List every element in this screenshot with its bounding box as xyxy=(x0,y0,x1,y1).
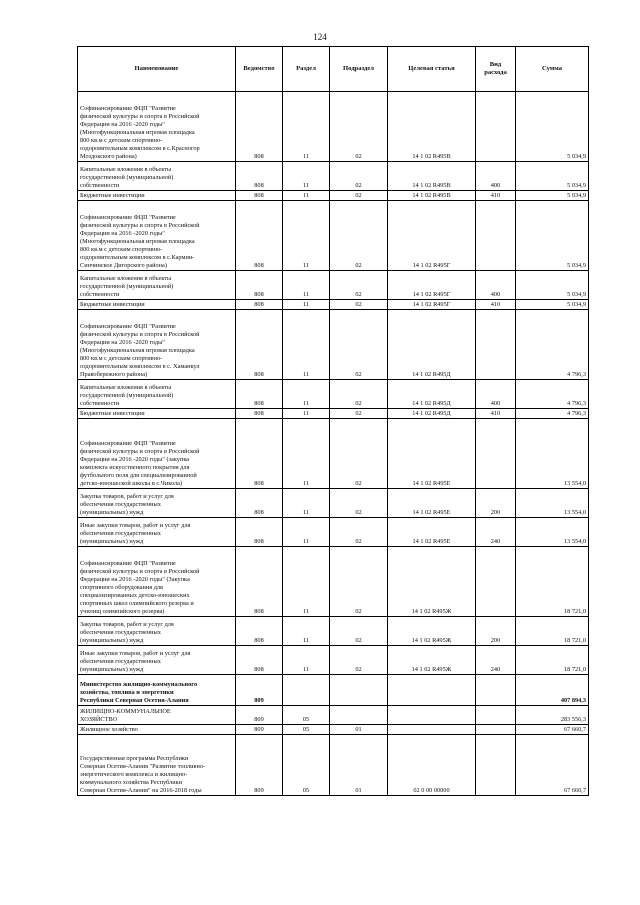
row-dept: 808 xyxy=(236,518,283,547)
row-expense-type: 400 xyxy=(476,162,516,191)
row-subsection: 02 xyxy=(330,92,388,162)
row-subsection: 02 xyxy=(330,300,388,310)
row-section: 11 xyxy=(283,300,330,310)
row-expense-type xyxy=(476,706,516,725)
row-name: Закупка товаров, работ и услуг для обеспечения государственных (муниципальных) нужд xyxy=(78,617,236,646)
row-name: Государственная программа Республики Северная Осетия-Алания "Развитие топливно- энергетического комплекса и жилищно- коммунального хозяйства Республики Северная Осетия-Алания" на 2016-2018 годы xyxy=(78,735,236,796)
row-subsection: 02 xyxy=(330,201,388,271)
table-row xyxy=(78,92,589,162)
row-target: 14 1 02 R495Е xyxy=(388,518,476,547)
row-target: 14 1 02 R495Г xyxy=(388,201,476,271)
row-expense-type: 410 xyxy=(476,191,516,201)
row-dept: 808 xyxy=(236,92,283,162)
row-target: 14 1 02 R495В xyxy=(388,92,476,162)
row-subsection: 02 xyxy=(330,489,388,518)
row-expense-type: 200 xyxy=(476,489,516,518)
row-sum: 5 034,9 xyxy=(516,201,589,271)
row-section: 11 xyxy=(283,617,330,646)
table-row xyxy=(78,271,589,300)
row-name: Софинансирование ФЦП "Развитие физической культуры и спорта в Российской Федерации на 2016 -2020 годы" (Многофункциональная игровая площадка 800 кв.м с детским спортивно- оздоровительным комплексом в с.Кармин- Синчинское Дигорского района) xyxy=(78,201,236,271)
row-expense-type xyxy=(476,310,516,380)
table-row xyxy=(78,489,589,518)
row-subsection: 01 xyxy=(330,725,388,735)
table-row xyxy=(78,310,589,380)
row-subsection xyxy=(330,706,388,725)
row-name: Иные закупки товаров, работ и услуг для обеспечения государственных (муниципальных) нужд xyxy=(78,518,236,547)
row-dept: 808 xyxy=(236,310,283,380)
col-header-expense-type: Вид расхода xyxy=(476,47,516,92)
row-dept: 808 xyxy=(236,300,283,310)
row-sum: 283 556,3 xyxy=(516,706,589,725)
row-sum: 5 034,9 xyxy=(516,191,589,201)
row-target: 14 1 02 R495Д xyxy=(388,409,476,419)
row-section: 11 xyxy=(283,201,330,271)
row-target: 14 1 02 R495Г xyxy=(388,300,476,310)
row-target xyxy=(388,675,476,706)
row-subsection: 02 xyxy=(330,518,388,547)
row-name: Закупка товаров, работ и услуг для обеспечения государственных (муниципальных) нужд xyxy=(78,489,236,518)
row-target: 14 1 02 R495Е xyxy=(388,489,476,518)
row-dept: 809 xyxy=(236,725,283,735)
row-name: Капитальные вложения в объекты государственной (муниципальной) собственности xyxy=(78,162,236,191)
row-sum: 4 796,3 xyxy=(516,409,589,419)
row-target: 14 1 02 R495В xyxy=(388,191,476,201)
row-section: 11 xyxy=(283,191,330,201)
row-section: 11 xyxy=(283,547,330,617)
row-section: 11 xyxy=(283,518,330,547)
table-row xyxy=(78,162,589,191)
row-sum: 407 894,3 xyxy=(516,675,589,706)
row-dept: 809 xyxy=(236,706,283,725)
row-sum: 13 554,0 xyxy=(516,419,589,489)
table-row xyxy=(78,191,589,201)
row-dept: 808 xyxy=(236,646,283,675)
row-name: ЖИЛИЩНО-КОММУНАЛЬНОЕ ХОЗЯЙСТВО xyxy=(78,706,236,725)
table-row xyxy=(78,419,589,489)
row-expense-type: 400 xyxy=(476,380,516,409)
row-expense-type xyxy=(476,92,516,162)
row-name: Министерство жилищно-коммунального хозяйства, топлива и энергетики Республики Северная Осетия-Алания xyxy=(78,675,236,706)
row-section: 11 xyxy=(283,271,330,300)
budget-table xyxy=(77,46,589,796)
row-section: 05 xyxy=(283,725,330,735)
row-name: Бюджетные инвестиции xyxy=(78,191,236,201)
row-expense-type xyxy=(476,735,516,796)
table-row xyxy=(78,675,589,706)
row-name: Капитальные вложения в объекты государственной (муниципальной) собственности xyxy=(78,271,236,300)
row-section: 11 xyxy=(283,310,330,380)
row-sum: 4 796,3 xyxy=(516,380,589,409)
col-header-dept: Ведомство xyxy=(236,47,283,92)
table-row xyxy=(78,725,589,735)
row-dept: 808 xyxy=(236,409,283,419)
table-row xyxy=(78,518,589,547)
col-header-target: Целевая статья xyxy=(388,47,476,92)
row-expense-type: 200 xyxy=(476,617,516,646)
row-sum: 13 554,0 xyxy=(516,489,589,518)
row-dept: 808 xyxy=(236,380,283,409)
row-target: 14 1 02 R495Ж xyxy=(388,646,476,675)
row-expense-type: 400 xyxy=(476,271,516,300)
row-sum: 5 034,9 xyxy=(516,162,589,191)
table-row xyxy=(78,735,589,796)
row-name: Софинансирование ФЦП "Развитие физической культуры и спорта в Российской Федерации на 2016 -2020 годы" (Многофункциональная игровая площадка 800 кв.м с детским спортивно- оздоровительным комплексом в с.Красногор Моздокского района) xyxy=(78,92,236,162)
row-section: 11 xyxy=(283,380,330,409)
row-target: 02 0 00 00000 xyxy=(388,735,476,796)
row-subsection: 02 xyxy=(330,547,388,617)
col-header-subsection: Подраздел xyxy=(330,47,388,92)
row-dept: 808 xyxy=(236,547,283,617)
row-section: 11 xyxy=(283,409,330,419)
row-section: 11 xyxy=(283,646,330,675)
row-name: Софинансирование ФЦП "Развитие физической культуры и спорта в Российской Федерации на 2016 -2020 годы" (закупка комплекта искусственного покрытия для футбольного поля для специализированной детско-юношеской школы в с.Чикола) xyxy=(78,419,236,489)
row-dept: 808 xyxy=(236,162,283,191)
row-name: Бюджетные инвестиции xyxy=(78,300,236,310)
row-subsection: 02 xyxy=(330,646,388,675)
row-target: 14 1 02 R495Д xyxy=(388,310,476,380)
row-subsection: 02 xyxy=(330,310,388,380)
row-expense-type xyxy=(476,547,516,617)
col-header-section: Раздел xyxy=(283,47,330,92)
row-subsection: 02 xyxy=(330,191,388,201)
row-subsection: 02 xyxy=(330,409,388,419)
row-sum: 13 554,0 xyxy=(516,518,589,547)
row-section: 11 xyxy=(283,419,330,489)
row-name: Софинансирование ФЦП "Развитие физической культуры и спорта в Российской Федерации на 2016 -2020 годы" (Многофункциональная игровая площадка 800 кв.м с детским спортивно- оздоровительным комплексом в с. Хаманкул Правобережного района) xyxy=(78,310,236,380)
row-expense-type xyxy=(476,201,516,271)
table-row xyxy=(78,300,589,310)
table-row xyxy=(78,706,589,725)
row-dept: 809 xyxy=(236,675,283,706)
row-expense-type xyxy=(476,675,516,706)
row-subsection: 02 xyxy=(330,617,388,646)
row-target xyxy=(388,706,476,725)
table-row xyxy=(78,380,589,409)
row-dept: 808 xyxy=(236,201,283,271)
row-section xyxy=(283,675,330,706)
table-header-row xyxy=(78,47,589,92)
row-section: 05 xyxy=(283,706,330,725)
row-target: 14 1 02 R495Ж xyxy=(388,547,476,617)
row-dept: 808 xyxy=(236,419,283,489)
row-target xyxy=(388,725,476,735)
row-subsection: 02 xyxy=(330,419,388,489)
row-section: 11 xyxy=(283,162,330,191)
table-row xyxy=(78,617,589,646)
row-sum: 5 034,9 xyxy=(516,300,589,310)
row-sum: 18 721,0 xyxy=(516,646,589,675)
row-section: 11 xyxy=(283,92,330,162)
row-sum: 67 660,7 xyxy=(516,735,589,796)
row-subsection: 01 xyxy=(330,735,388,796)
row-sum: 18 721,0 xyxy=(516,547,589,617)
row-expense-type: 240 xyxy=(476,518,516,547)
row-name: Иные закупки товаров, работ и услуг для обеспечения государственных (муниципальных) нужд xyxy=(78,646,236,675)
row-dept: 809 xyxy=(236,735,283,796)
row-target: 14 1 02 R495Ж xyxy=(388,617,476,646)
row-target: 14 1 02 R495Д xyxy=(388,380,476,409)
col-header-sum: Сумма xyxy=(516,47,589,92)
row-name: Бюджетные инвестиции xyxy=(78,409,236,419)
row-target: 14 1 02 R495Е xyxy=(388,419,476,489)
row-dept: 808 xyxy=(236,271,283,300)
row-sum: 67 660,7 xyxy=(516,725,589,735)
table-row xyxy=(78,201,589,271)
table-row xyxy=(78,646,589,675)
row-dept: 808 xyxy=(236,191,283,201)
row-section: 11 xyxy=(283,489,330,518)
row-name: Жилищное хозяйство xyxy=(78,725,236,735)
row-subsection: 02 xyxy=(330,271,388,300)
row-dept: 808 xyxy=(236,617,283,646)
row-subsection: 02 xyxy=(330,380,388,409)
row-expense-type: 410 xyxy=(476,409,516,419)
row-name: Софинансирование ФЦП "Развитие физической культуры и спорта в Российской Федерации на 2016 -2020 годы" (Закупка спортивного оборудования для специализированных детско-юношеских спортивных школ олимпийского резерва и училищ олимпийского резерва) xyxy=(78,547,236,617)
row-expense-type xyxy=(476,725,516,735)
row-sum: 18 721,0 xyxy=(516,617,589,646)
table-row xyxy=(78,547,589,617)
row-sum: 5 034,9 xyxy=(516,92,589,162)
row-target: 14 1 02 R495В xyxy=(388,162,476,191)
row-name: Капитальные вложения в объекты государственной (муниципальной) собственности xyxy=(78,380,236,409)
row-dept: 808 xyxy=(236,489,283,518)
row-target: 14 1 02 R495Г xyxy=(388,271,476,300)
row-subsection: 02 xyxy=(330,162,388,191)
row-expense-type: 240 xyxy=(476,646,516,675)
row-subsection xyxy=(330,675,388,706)
table-row xyxy=(78,409,589,419)
row-expense-type: 410 xyxy=(476,300,516,310)
col-header-name: Наименование xyxy=(78,47,236,92)
row-sum: 4 796,3 xyxy=(516,310,589,380)
row-section: 05 xyxy=(283,735,330,796)
row-sum: 5 034,9 xyxy=(516,271,589,300)
row-expense-type xyxy=(476,419,516,489)
page-number: 124 xyxy=(313,32,327,42)
